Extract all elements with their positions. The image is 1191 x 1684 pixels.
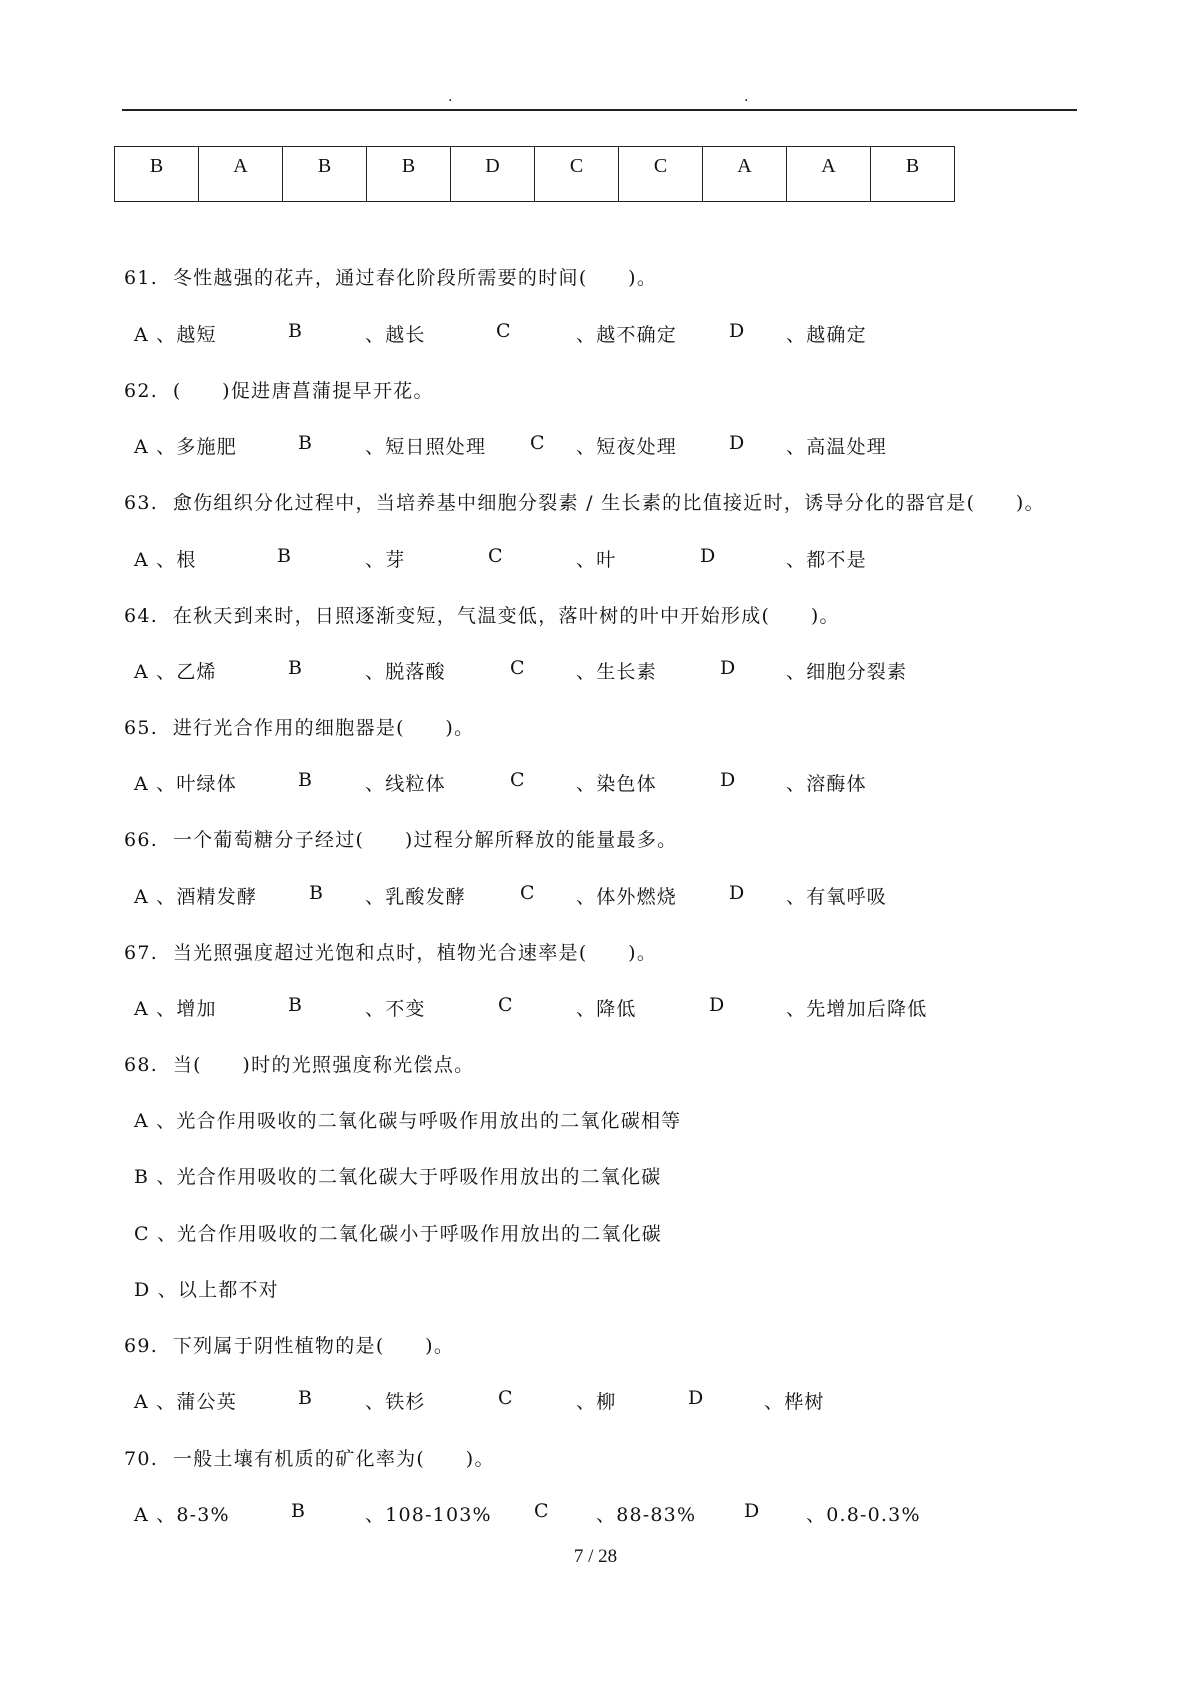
option-c-letter: C: [530, 432, 546, 454]
option-b-letter: B: [309, 882, 325, 904]
options-67: [134, 994, 1034, 1022]
option-b: 、乳酸发酵: [365, 886, 467, 908]
option-c-letter: C: [510, 769, 526, 791]
answer-cell: A: [703, 147, 787, 202]
answer-cell: A: [787, 147, 871, 202]
option-c: 、染色体: [576, 773, 657, 795]
option-b: 、线粒体: [365, 773, 446, 795]
question-text: 愈伤组织分化过程中，当培养基中细胞分裂素 / 生长素的比值接近时，诱导分化的器官是( )。: [172, 492, 1045, 514]
option-c-letter: C: [520, 882, 536, 904]
answer-cell: D: [451, 147, 535, 202]
option-a: A 、8-3%: [134, 1504, 230, 1526]
answer-cell: B: [367, 147, 451, 202]
option-d-letter: D: [744, 1500, 761, 1522]
question-text: 进行光合作用的细胞器是( )。: [172, 717, 475, 739]
option-b: 、不变: [365, 998, 426, 1020]
answer-cell: B: [283, 147, 367, 202]
option-a: A 、根: [134, 549, 197, 571]
option-c: 、柳: [576, 1391, 617, 1413]
option-a: A 、乙烯: [134, 661, 217, 683]
option-c: 、短夜处理: [576, 436, 678, 458]
answer-cell: B: [115, 147, 199, 202]
options-61: [134, 320, 1034, 348]
option-c-letter: C: [496, 320, 512, 342]
page-number: 7 / 28: [573, 1546, 618, 1567]
question-text: 在秋天到来时，日照逐渐变短，气温变低，落叶树的叶中开始形成( )。: [172, 605, 840, 627]
option-c-letter: C: [534, 1500, 550, 1522]
option-d-letter: D: [729, 882, 746, 904]
options-65: [134, 769, 1034, 797]
question-number: 68.: [124, 1054, 159, 1076]
question-text: 当光照强度超过光饱和点时，植物光合速率是( )。: [172, 942, 658, 964]
option-c-letter: C: [498, 994, 514, 1016]
options-66: [134, 882, 1034, 910]
answer-cell: A: [199, 147, 283, 202]
question-67: [124, 938, 657, 965]
option-a: A 、蒲公英: [134, 1391, 237, 1413]
option-d: 、0.8-0.3%: [806, 1504, 921, 1526]
options-69: [134, 1387, 1034, 1415]
option-a: A 、增加: [134, 998, 217, 1020]
option-d-letter: D: [688, 1387, 705, 1409]
option-b-letter: B: [298, 432, 314, 454]
option-b: 、铁杉: [365, 1391, 426, 1413]
option-d: 、细胞分裂素: [786, 661, 908, 683]
option-d: 、溶酶体: [786, 773, 867, 795]
header-dot-right: .: [744, 89, 749, 105]
option-b: 、芽: [365, 549, 406, 571]
option-b-letter: B: [298, 1387, 314, 1409]
answer-cell: C: [535, 147, 619, 202]
option-c: 、生长素: [576, 661, 657, 683]
question-70: [124, 1444, 495, 1471]
options-64: [134, 657, 1034, 685]
option-b-letter: B: [291, 1500, 307, 1522]
option-d-letter: D: [700, 545, 717, 567]
question-63: [124, 488, 1045, 515]
answer-cell: B: [871, 147, 955, 202]
option-c: 、叶: [576, 549, 617, 571]
option-c: 、降低: [576, 998, 637, 1020]
option-d: 、先增加后降低: [786, 998, 928, 1020]
option-c: C 、光合作用吸收的二氧化碳小于呼吸作用放出的二氧化碳: [134, 1223, 662, 1245]
question-number: 65.: [124, 717, 159, 739]
option-d: 、越确定: [786, 324, 867, 346]
question-number: 61.: [124, 267, 159, 289]
question-number: 64.: [124, 605, 159, 627]
option-c-letter: C: [510, 657, 526, 679]
header-dot-left: .: [448, 89, 453, 105]
option-d: D 、以上都不对: [134, 1279, 279, 1301]
question-number: 66.: [124, 829, 159, 851]
option-c-letter: C: [498, 1387, 514, 1409]
question-text: 冬性越强的花卉，通过春化阶段所需要的时间( )。: [172, 267, 658, 289]
option-d-letter: D: [720, 657, 737, 679]
option-c: 、越不确定: [576, 324, 678, 346]
option-b: 、脱落酸: [365, 661, 446, 683]
question-64: [124, 601, 840, 628]
options-70: [134, 1500, 1034, 1528]
option-b-letter: B: [288, 320, 304, 342]
header-rule: [122, 109, 1077, 111]
question-number: 67.: [124, 942, 159, 964]
option-d-letter: D: [720, 769, 737, 791]
answer-row: [115, 147, 955, 202]
option-d: 、都不是: [786, 549, 867, 571]
question-number: 63.: [124, 492, 159, 514]
option-b-letter: B: [288, 657, 304, 679]
option-c-letter: C: [488, 545, 504, 567]
question-65: [124, 713, 474, 740]
option-d: 、桦树: [764, 1391, 825, 1413]
question-66: [124, 825, 677, 852]
question-69: [124, 1331, 454, 1358]
option-b: B 、光合作用吸收的二氧化碳大于呼吸作用放出的二氧化碳: [134, 1166, 662, 1188]
question-number: 69.: [124, 1335, 159, 1357]
question-68: [124, 1050, 474, 1077]
option-d-letter: D: [709, 994, 726, 1016]
option-a: A 、多施肥: [134, 436, 237, 458]
option-b-letter: B: [288, 994, 304, 1016]
question-number: 70.: [124, 1448, 159, 1470]
option-b-letter: B: [298, 769, 314, 791]
question-text: ( )促进唐菖蒲提早开花。: [172, 380, 434, 402]
question-text: 一个葡萄糖分子经过( )过程分解所释放的能量最多。: [172, 829, 678, 851]
option-a: A 、越短: [134, 324, 217, 346]
option-b: 、短日照处理: [365, 436, 487, 458]
option-b: 、108-103%: [365, 1504, 492, 1526]
option-b: 、越长: [365, 324, 426, 346]
question-61: [124, 263, 657, 290]
option-d-letter: D: [729, 432, 746, 454]
option-a: A 、叶绿体: [134, 773, 237, 795]
option-c: 、体外燃烧: [576, 886, 678, 908]
question-text: 下列属于阴性植物的是( )。: [172, 1335, 455, 1357]
option-d: 、有氧呼吸: [786, 886, 888, 908]
option-b-letter: B: [277, 545, 293, 567]
answer-table: [114, 146, 955, 202]
question-62: [124, 376, 434, 403]
answer-cell: C: [619, 147, 703, 202]
option-c: 、88-83%: [596, 1504, 697, 1526]
option-d-letter: D: [729, 320, 746, 342]
option-a: A 、光合作用吸收的二氧化碳与呼吸作用放出的二氧化碳相等: [134, 1110, 682, 1132]
options-62: [134, 432, 1034, 460]
option-a: A 、酒精发酵: [134, 886, 258, 908]
option-d: 、高温处理: [786, 436, 888, 458]
question-text: 一般土壤有机质的矿化率为( )。: [172, 1448, 495, 1470]
question-text: 当( )时的光照强度称光偿点。: [172, 1054, 475, 1076]
options-63: [134, 545, 1034, 573]
question-number: 62.: [124, 380, 159, 402]
